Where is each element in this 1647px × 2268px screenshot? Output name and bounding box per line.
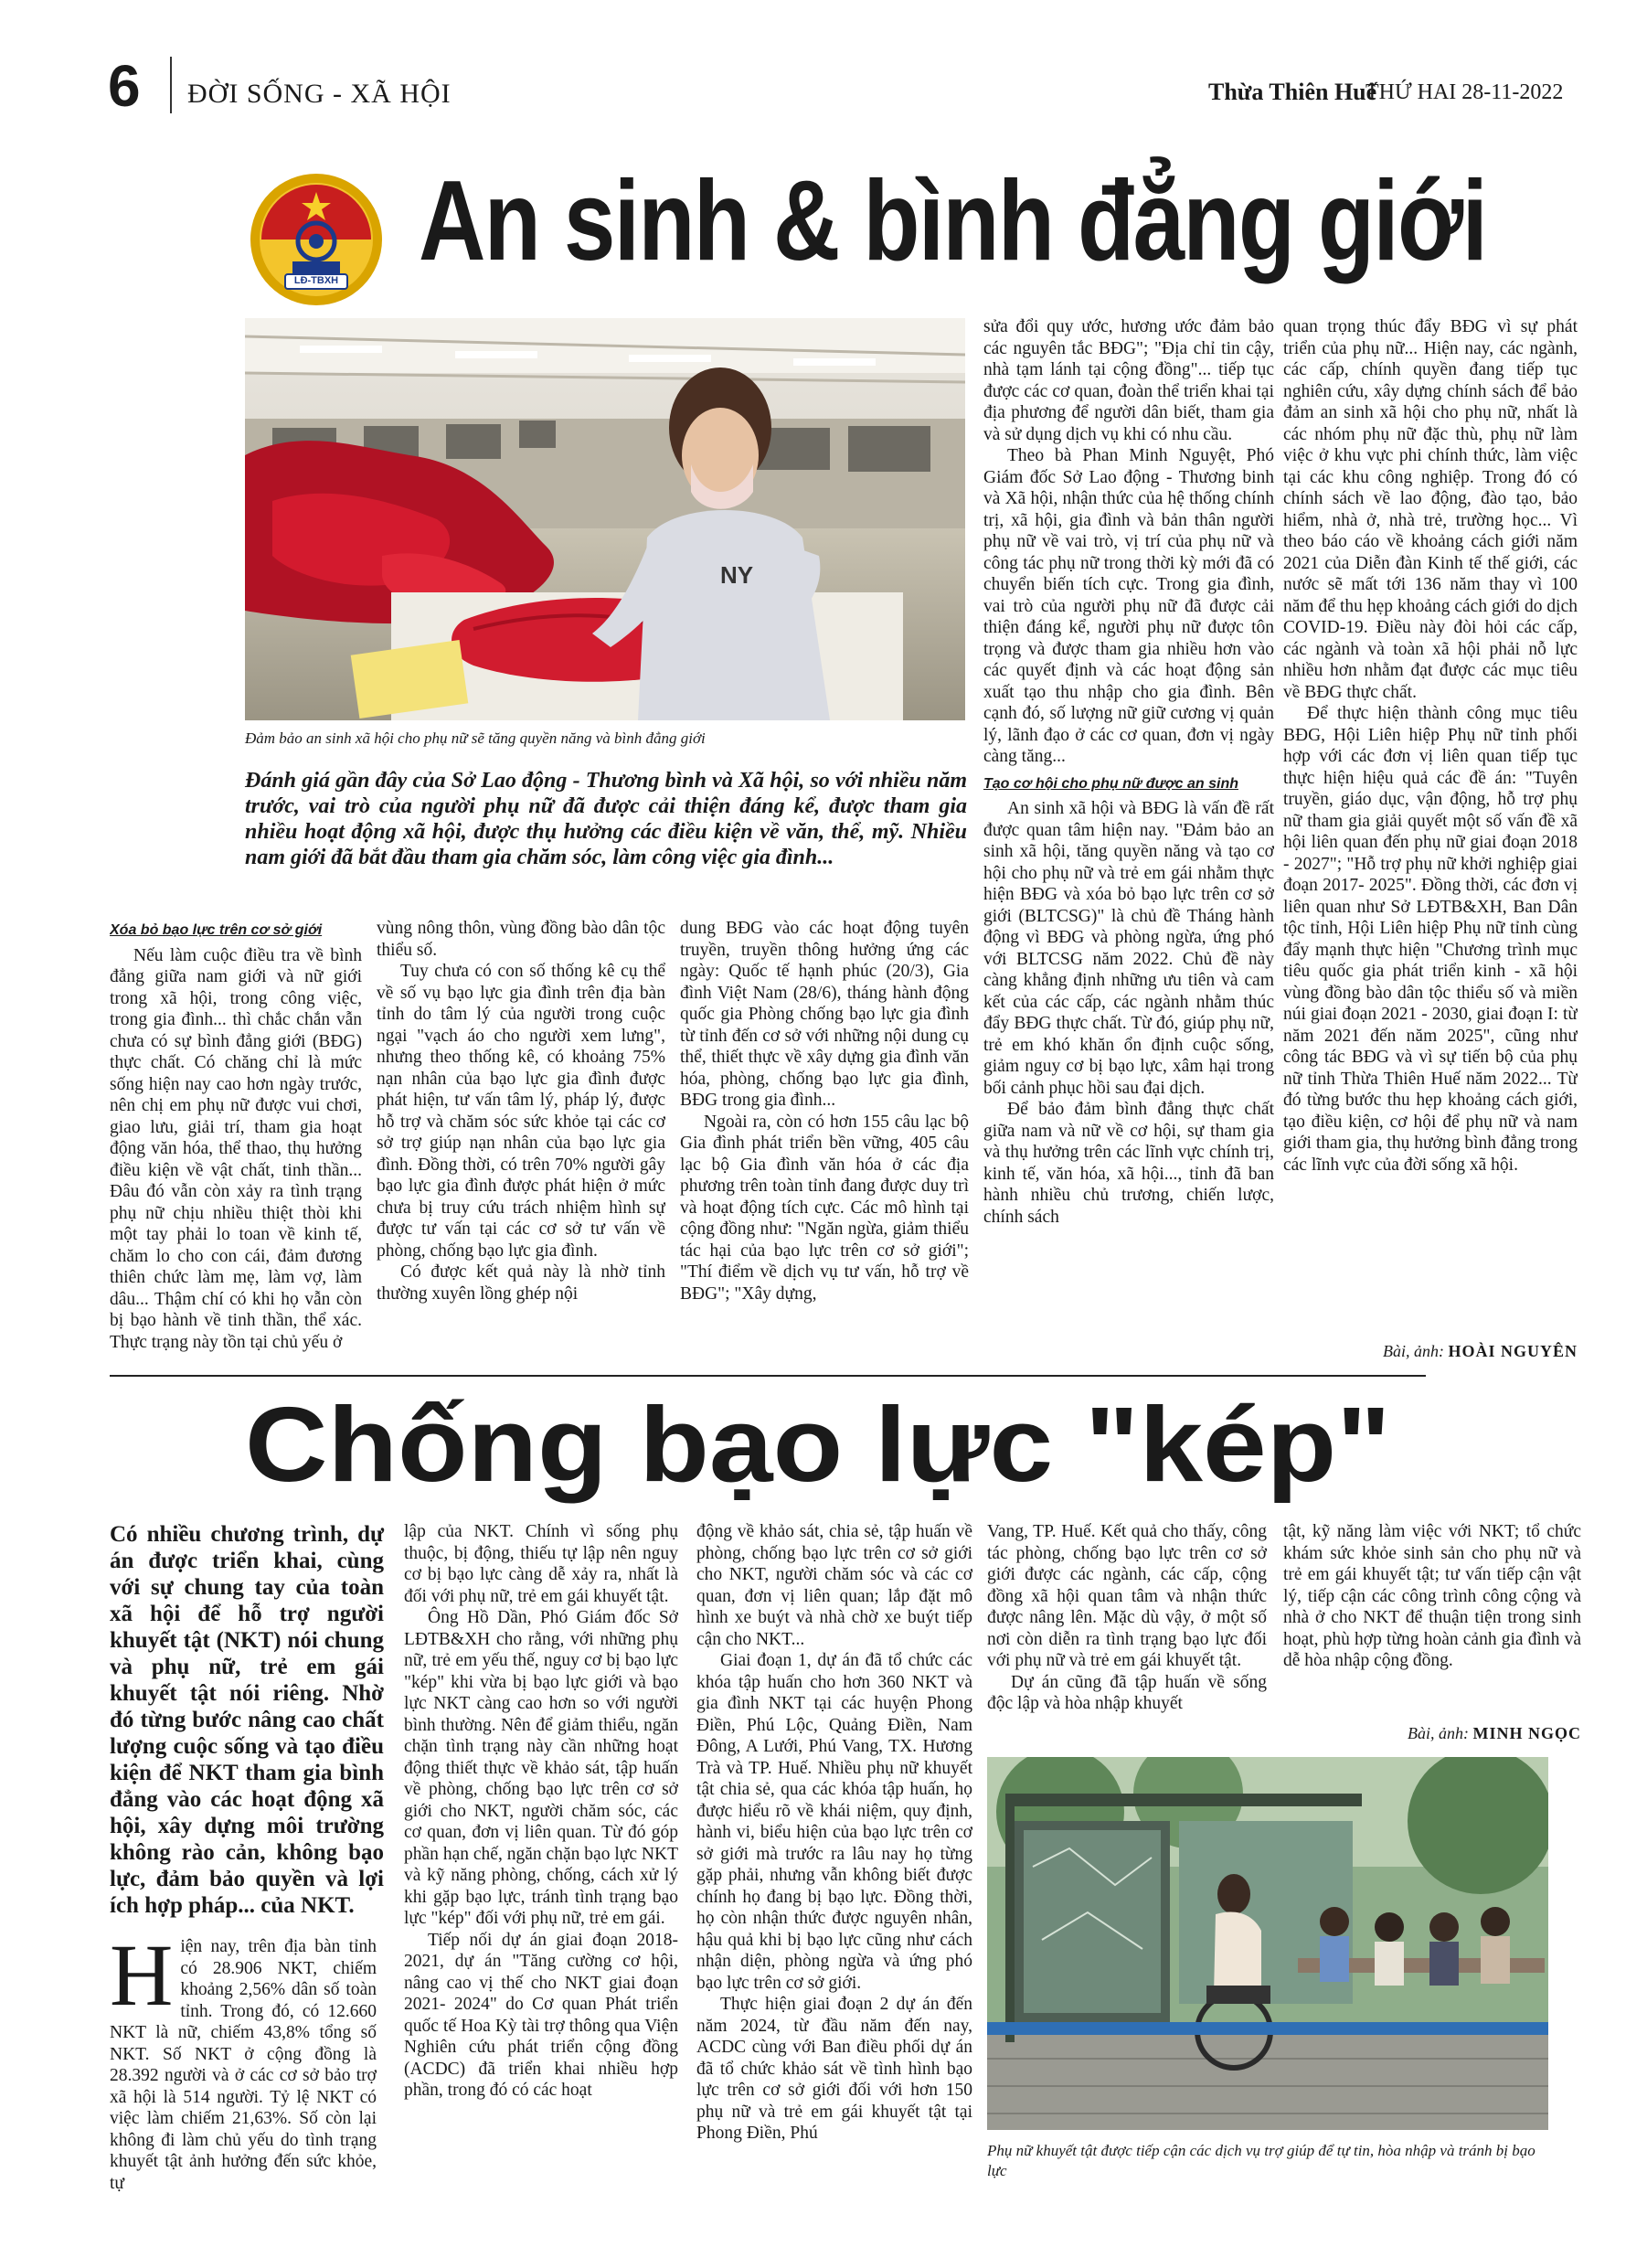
byline-label: Bài, ảnh:: [1382, 1342, 1444, 1360]
article1-column-2: [377, 918, 665, 1366]
garment-worker-photo: [245, 318, 965, 720]
article2-paragraph: iện nay, trên địa bàn tỉnh có 28.906 NKT, chiếm khoảng 2,56% dân số toàn tỉnh. Trong đó, có 12.660 NKT là nữ, chiếm 43,8% tổng số NKT. Số NKT ở cộng đồng là 28.392 người và ở các cơ sở bảo trợ xã hội là 514 người. Tỷ lệ NKT có việc làm chiếm 21,63%. Số còn lại không đi làm chủ yếu do tình trạng khuyết tật ảnh hưởng đến sức khỏe, tự: [110, 1937, 377, 2193]
article1-headline: An sinh & bình đẳng giới: [419, 158, 1487, 284]
ldtbxh-emblem-icon: [249, 172, 384, 307]
article2-byline: [1283, 1724, 1581, 1743]
byline-author: MINH NGỌC: [1472, 1724, 1581, 1742]
drop-cap: H: [110, 1936, 174, 2024]
article2-column-3: [696, 1521, 972, 2240]
article1-photo-caption: Đảm bảo an sinh xã hội cho phụ nữ sẽ tăng quyền năng và bình đẳng giới: [245, 729, 706, 747]
page-number: 6: [108, 53, 141, 119]
logo-text: LĐ-TBXH: [293, 275, 339, 286]
article1-byline: [1283, 1342, 1578, 1361]
article1-paragraph: Để thực hiện thành công mục tiêu BĐG, Hội Liên hiệp Phụ nữ tỉnh phối hợp với các đơn vị liên quan tiếp tục thực hiện hiệu quả các đề án: "Tuyên truyền, giáo dục, vận động, hỗ trợ phụ nữ tham gia giải quyết một số vấn đề xã hội liên quan đến phụ nữ giai đoạn 2018 - 2027"; "Hỗ trợ phụ nữ khởi nghiệp giai đoạn 2017- 2025". Đồng thời, các đơn vị liên quan như Sở LĐTB&XH, Ban Dân tộc tỉnh, Hội Liên hiệp Phụ nữ tỉnh cùng đẩy mạnh thực hiện "Chương trình mục tiêu quốc gia phát triển kinh - xã hội vùng đồng bào dân tộc thiểu số và miền núi giai đoạn 2021 - 2030, giai đoạn I: từ năm 2021 đến năm 2025", cũng như công tác BĐG và vì sự tiến bộ của phụ nữ tỉnh Thừa Thiên Huế năm 2022... Từ đó từng bước thu hẹp khoảng cách giới, tạo điều kiện, cơ hội để phụ nữ và nam giới tham gia, thụ hưởng bình đẳng trong các lĩnh vực của đời sống xã hội.: [1283, 704, 1578, 1175]
article2-paragraph: Dự án cũng đã tập huấn về sống độc lập và hòa nhập khuyết: [987, 1672, 1267, 1713]
article2-paragraph: Ông Hồ Dần, Phó Giám đốc Sở LĐTB&XH cho rằng, với những phụ nữ, trẻ em yếu thế, nguy cơ bị bạo lực "kép" khi vừa bị bạo lực giới và bạo lực NKT càng cao hơn so với người bình thường. Nên để giảm thiểu, ngăn chặn tình trạng này cần những hoạt động thiết thực về khảo sát, tập huấn về phòng, chống bạo lực trên cơ sở giới cho NKT, người chăm sóc, các cơ quan, đơn vị liên quan. Từ đó góp phần hạn chế, ngăn chặn bạo lực NKT và kỹ năng phòng, chống, cách xử lý khi gặp bạo lực, tránh tình trạng bạo lực "kép" đối với phụ nữ, trẻ em gái.: [404, 1608, 678, 1928]
article1-column-1: [110, 914, 362, 1366]
article1-paragraph: Nếu làm cuộc điều tra về bình đẳng giữa nam giới và nữ giới trong xã hội, trong công việc, trong gia đình... thì chắc chắn vẫn chưa có sự bình đẳng giới (BĐG) thực chất. Có chăng chỉ là mức sống hiện nay cao hơn ngày trước, nên chị em phụ nữ được vui chơi, giao lưu, giải trí, tham gia hoạt động văn hóa, thể thao, thụ hưởng điều kiện về vật chất, tinh thần... Đâu đó vẫn còn xảy ra tình trạng phụ nữ chịu nhiều thiệt thòi khi một tay phải lo toan về kinh tế, chăm lo cho con cái, đảm đương thiên chức làm mẹ, làm vợ, làm dâu... Thậm chí có khi họ vẫn còn bị bạo hành về tinh thần, thể xác. Thực trạng này tồn tại chủ yếu ở: [110, 945, 362, 1352]
article2-paragraph: Tiếp nối dự án giai đoạn 2018-2021, dự án "Tăng cường cơ hội, nâng cao vị thế cho NKT giai đoạn 2021- 2024" do Cơ quan Phát triển quốc tế Hoa Kỳ tài trợ thông qua Viện Nghiên cứu phát triển cộng đồng (ACDC) đã triển khai nhiều hợp phần, trong đó có các hoạt: [404, 1930, 678, 2100]
article1-column-5: [1283, 316, 1578, 1340]
article1-paragraph: Có được kết quả này là nhờ tỉnh thường xuyên lồng ghép nội: [377, 1262, 665, 1304]
article1-paragraph: Tuy chưa có con số thống kê cụ thể về số vụ bạo lực gia đình trên địa bàn tỉnh do tâm lý của người trong cuộc ngại "vạch áo cho người xem lưng", nhưng theo thống kê, có khoảng 75% nạn nhân của bạo lực gia đình được phát hiện, tư vấn tâm lý, pháp lý, được hỗ trợ và chăm sóc sức khỏe tại các cơ sở trợ giúp nạn nhân của bạo lực gia đình. Đồng thời, có trên 70% người gây bạo lực gia đình được phát hiện ở mức chưa bị truy cứu trách nhiệm hình sự được tư vấn tại các cơ sở tư vấn về phòng, chống bạo lực gia đình.: [377, 962, 665, 1261]
byline-label: Bài, ảnh:: [1408, 1724, 1469, 1742]
article2-paragraph: Giai đoạn 1, dự án đã tổ chức các khóa tập huấn cho hơn 360 NKT và gia đình NKT tại các huyện Phong Điền, Phú Lộc, Quảng Điền, Nam Đông, A Lưới, Phú Vang, TX. Hương Trà và TP. Huế. Nhiều phụ nữ khuyết tật chia sẻ, qua các khóa tập huấn, họ được hiểu rõ về khái niệm, quy định, hành vi, biểu hiện của bạo lực trên cơ sở giới mà trước ra lâu nay họ từng gặp phải, nhưng vẫn không biết được chính họ đang bị bạo lực. Đồng thời, họ còn nhận thức được nguyên nhân, hậu quả khi bị bạo lực cũng như cách nhận diện, phòng ngừa và ứng phó bạo lực trên cơ sở giới.: [696, 1651, 972, 1993]
article1-subheading-2: Tạo cơ hội cho phụ nữ được an sinh: [983, 775, 1238, 792]
article2-lead: Có nhiều chương trình, dự án được triển khai, cùng với sự chung tay của toàn xã hội để hỗ trợ người khuyết tật (NKT) nói chung và phụ nữ, trẻ em gái khuyết tật nói riêng. Nhờ đó từng bước nâng cao chất lượng cuộc sống và tạo điều kiện để NKT tham gia bình đẳng vào các hoạt động xã hội, xây dựng môi trường không rào cản, không bạo lực, đảm bảo quyền và lợi ích hợp pháp... của NKT.: [110, 1522, 384, 1918]
bus-stop-photo: [987, 1757, 1548, 2130]
newspaper-name: Thừa Thiên Huế: [1208, 79, 1377, 105]
article2-headline: Chống bạo lực "kép": [245, 1385, 1391, 1504]
article1-paragraph: vùng nông thôn, vùng đồng bào dân tộc thiểu số.: [377, 919, 665, 960]
byline-author: HOÀI NGUYÊN: [1448, 1342, 1578, 1360]
article1-paragraph: Để bảo đảm bình đẳng thực chất giữa nam và nữ về cơ hội, sự tham gia và thụ hưởng trên các lĩnh vực chính trị, kinh tế, văn hóa, xã hội..., tỉnh đã ban hành nhiều chủ trương, chiến lược, chính sách: [983, 1100, 1274, 1227]
svg-text:NY: NY: [720, 561, 754, 589]
issue-date: THỨ HAI 28-11-2022: [1365, 80, 1564, 104]
article1-column-3: [680, 918, 969, 1366]
article1-paragraph: An sinh xã hội và BĐG là vấn đề rất được quan tâm hiện nay. "Đảm bảo an sinh xã hội, tăng quyền năng và tạo cơ hội cho phụ nữ và trẻ em gái nhằm thực hiện BĐG và xóa bỏ bạo lực trên cơ sở giới (BLTCSG)" là chủ đề Tháng hành động vì BĐG và phòng ngừa, ứng phó với BLTCSG năm 2022. Chủ đề này càng khẳng định những ưu tiên và cam kết của các cấp, các ngành nhằm thúc đẩy BĐG thực chất. Từ đó, giúp phụ nữ, trẻ em khó khăn ổn định cuộc sống, giảm nguy cơ bị bạo lực, xâm hại trong bối cảnh phục hồi sau đại dịch.: [983, 799, 1274, 1098]
article2-column-5: [1283, 1521, 1581, 1722]
article-divider: [110, 1375, 1426, 1377]
article1-paragraph: Ngoài ra, còn có hơn 155 câu lạc bộ Gia đình phát triển bền vững, 405 câu lạc bộ Gia đình văn hóa ở các địa phương trên toàn tỉnh đang được duy trì và hoạt động tích cực. Các mô hình tại cộng đồng như: "Ngăn ngừa, giảm thiểu tác hại của bạo lực trên cơ sở giới"; "Thí điểm về dịch vụ tư vấn, hỗ trợ về BĐG"; "Xây dựng,: [680, 1112, 969, 1304]
article1-paragraph: dung BĐG vào các hoạt động tuyên truyền, truyền thông hưởng ứng các ngày: Quốc tế hạnh phúc (20/3), Gia đình Việt Nam (28/6), tháng hành động quốc gia Phòng chống bạo lực gia đình từ tỉnh đến cơ sở với những nội dung cụ thể, thiết thực về xây dựng gia đình văn hóa, phòng, chống bạo lực gia đình, BĐG trong gia đình...: [680, 919, 969, 1110]
article2-column-4: [987, 1521, 1267, 1731]
article2-photo-caption: Phụ nữ khuyết tật được tiếp cận các dịch vụ trợ giúp để tự tin, hòa nhập và tránh bị bạo lực: [987, 2142, 1535, 2179]
article2-paragraph: động về khảo sát, chia sẻ, tập huấn về phòng, chống bạo lực trên cơ sở giới cho NKT, người chăm sóc và các cơ quan, đơn vị liên quan; lắp đặt mô hình xe buýt và nhà chờ xe buýt tiếp cận cho NKT...: [696, 1522, 972, 1649]
section-title: ĐỜI SỐNG - XÃ HỘI: [187, 79, 452, 109]
article1-lead: Đánh giá gần đây của Sở Lao động - Thương bình và Xã hội, so với nhiều năm trước, vai trò của người phụ nữ đã được cải thiện đáng kể, được tham gia nhiều hoạt động xã hội, được thụ hưởng các điều kiện về văn, thể, mỹ. Nhiều nam giới đã bắt đầu tham gia chăm sóc, làm công việc gia đình...: [245, 769, 967, 869]
article2-paragraph: lập của NKT. Chính vì sống phụ thuộc, bị động, thiếu tự lập nên nguy cơ bị bạo lực càng dễ xảy ra, nhất là đối với phụ nữ, trẻ em gái khuyết tật.: [404, 1522, 678, 1606]
article2-column-2: [404, 1521, 678, 2240]
article2-column-1: [110, 1936, 377, 2238]
article1-paragraph: Theo bà Phan Minh Nguyệt, Phó Giám đốc Sở Lao động - Thương binh và Xã hội, nhận thức của hệ thống chính trị, xã hội, gia đình và bản thân người phụ nữ về vai trò, vị trí của phụ nữ và công tác phụ nữ trong thời kỳ mới đã có chuyển biến tích cực. Trong gia đình, vai trò của người phụ nữ đã được cải thiện đáng kể, người phụ nữ được tôn trọng và được tham gia nhiều hơn vào các quyết định và các hoạt động sản xuất tạo thu nhập cho gia đình. Bên cạnh đó, số lượng nữ giữ cương vị quản lý, lãnh đạo ở các cơ quan, đơn vị ngày càng tăng...: [983, 446, 1274, 766]
article2-paragraph: Vang, TP. Huế. Kết quả cho thấy, công tác phòng, chống bạo lực trên cơ sở giới được các ngành, các cấp, cộng đồng xã hội quan tâm và nhận thức được nâng lên. Mặc dù vậy, ở một số nơi còn diễn ra tình trạng bạo lực đối với phụ nữ và trẻ em gái khuyết tật.: [987, 1522, 1267, 1670]
article2-paragraph: tật, kỹ năng làm việc với NKT; tổ chức khám sức khỏe sinh sản cho phụ nữ và trẻ em gái khuyết tật; tư vấn tiếp cận vật lý, tiếp cận các công trình công cộng và nhà ở cho NKT để thuận tiện trong sinh hoạt, phù hợp từng hoàn cảnh gia đình và dễ hòa nhập cộng đồng.: [1283, 1522, 1581, 1670]
article1-column-4: [983, 316, 1274, 1366]
article1-paragraph: sửa đổi quy ước, hương ước đảm bảo các nguyên tắc BĐG"; "Địa chỉ tin cậy, nhà tạm lánh tại cộng đồng"... tiếp tục được các cơ quan, đoàn thể triển khai tại địa phương để người dân biết, tham gia và sử dụng dịch vụ khi có nhu cầu.: [983, 317, 1274, 444]
article1-subheading-1: Xóa bỏ bạo lực trên cơ sở giới: [110, 922, 323, 938]
header-divider: [170, 57, 172, 113]
article1-paragraph: quan trọng thúc đẩy BĐG vì sự phát triển của phụ nữ... Hiện nay, các ngành, các cấp, chính quyền đang tiếp tục nghiên cứu, xây dựng chính sách để bảo đảm an sinh xã hội cho phụ nữ, nhất là các nhóm phụ nữ đặc thù, phụ nữ làm việc ở khu vực phi chính thức, làm việc tại các khu công nghiệp. Trong đó có chính sách về lao động, đào tạo, bảo hiểm, nhà ở, nhà trẻ, trường học... Vì theo báo cáo về khoảng cách giới năm 2021 của Diễn đàn Kinh tế thế giới, các nước sẽ mất tới 136 năm thay vì 100 năm để thu hẹp khoảng cách giới do dịch COVID-19. Điều này đòi hỏi các cấp, các ngành và toàn xã hội phải nỗ lực nhiều hơn nhằm đạt được các mục tiêu về BĐG thực chất.: [1283, 317, 1578, 702]
article2-paragraph: Thực hiện giai đoạn 2 dự án đến năm 2024, từ đầu năm đến nay, ACDC cùng với Ban điều phối dự án đã tổ chức khảo sát về tình hình bạo lực trên cơ sở giới đối với hơn 150 phụ nữ và trẻ em gái khuyết tật tại Phong Điền, Phú: [696, 1995, 972, 2143]
